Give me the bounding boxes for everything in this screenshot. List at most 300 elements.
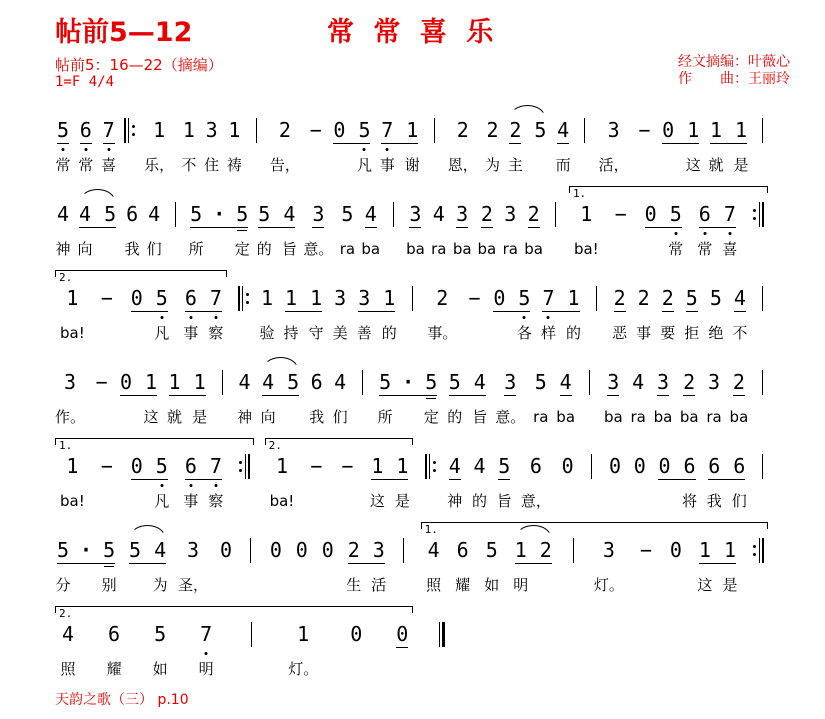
lyric-spacer: [99, 407, 104, 427]
note: 1 谢: [404, 118, 420, 174]
note: 1 ba!: [60, 286, 85, 342]
note: 4 ba: [556, 370, 576, 426]
lyric-syllable: 这: [143, 408, 159, 426]
beam-group: [118, 353, 159, 427]
lyric-syllable: 的: [256, 240, 272, 258]
note: 4 照: [426, 538, 442, 594]
note: 3 美: [332, 286, 348, 342]
lyric-spacer: [613, 491, 618, 511]
beam-group: [183, 269, 224, 343]
beam-group: [256, 185, 297, 259]
note: 4 神: [447, 454, 463, 510]
note: 6 我: [124, 202, 140, 258]
lyric-spacer: [406, 407, 411, 427]
barline: [397, 521, 411, 595]
lyric-spacer: [673, 575, 678, 595]
lyric-syllable: 别: [101, 576, 117, 594]
note: 6 事: [183, 454, 199, 510]
volta-label: 1.: [59, 439, 73, 452]
barline: [582, 353, 596, 427]
lyric-syllable: 拒: [684, 324, 700, 342]
volta-bracket: [265, 437, 416, 511]
lyric-spacer: [760, 407, 765, 427]
lyric-spacer: [543, 575, 548, 595]
dash-extender: −: [637, 521, 655, 595]
rest: 0: [607, 437, 623, 511]
underline-sixteenth: [237, 230, 247, 231]
underline-eighth: [528, 227, 540, 228]
note: 2 告，: [269, 118, 300, 174]
repeat-dots: [753, 209, 756, 220]
lyric-spacer: [642, 155, 647, 175]
note: 5 所: [188, 202, 204, 258]
lyric-spacer: [472, 323, 477, 343]
repeat-start-sign: [123, 101, 137, 175]
beam-group: [377, 353, 439, 427]
note: 4 为: [152, 538, 168, 594]
beam-line: [493, 311, 530, 312]
note: 1 祷: [226, 118, 242, 174]
note: 4 的: [472, 454, 488, 510]
lyric-syllable: 照: [426, 576, 442, 594]
beam-line: [333, 143, 370, 144]
note: 5 的: [256, 202, 272, 258]
slur-group: [77, 185, 118, 259]
barline: [756, 101, 770, 175]
low-octave-dot: [728, 232, 731, 235]
rest: 0: [218, 521, 234, 595]
beam-line: [258, 227, 295, 228]
note: 5 如: [152, 622, 168, 678]
beam-group: [540, 269, 581, 343]
beam-group: [660, 101, 701, 175]
volta-bracket: [55, 605, 415, 679]
dash-extender: −: [92, 353, 110, 427]
note: 2: [538, 521, 554, 595]
dash-extender: −: [98, 437, 116, 511]
lyric-spacer: [760, 155, 765, 175]
barline: [590, 269, 604, 343]
lyric-spacer: [337, 155, 342, 175]
note: 6 我: [706, 454, 722, 510]
augmentation-dot: ·: [402, 353, 414, 427]
rest: 0: [560, 437, 576, 511]
lyric-syllable: ba: [653, 408, 673, 426]
lyric-syllable: 告，: [269, 156, 300, 174]
note: 1 ba!: [573, 202, 599, 258]
lyric-syllable: 为: [485, 156, 501, 174]
underline-eighth: [365, 227, 377, 228]
lyric-spacer: [761, 323, 766, 343]
underline-eighth: [312, 227, 324, 228]
rest: 0: [660, 101, 676, 175]
lyric-syllable: ba: [679, 408, 699, 426]
lyric-spacer: [224, 575, 229, 595]
lyric-syllable: 生: [346, 576, 362, 594]
music-system: [55, 353, 770, 427]
lyric-syllable: 活，: [598, 156, 629, 174]
note: 6 常: [78, 118, 94, 174]
note: 3 ba: [653, 370, 673, 426]
underline-eighth: [80, 143, 92, 144]
lyric-syllable: 常: [55, 156, 71, 174]
lyric-spacer: [662, 491, 667, 511]
note: 4 向: [77, 202, 93, 258]
note: 3 意。: [495, 370, 526, 426]
note: 3 意。: [303, 202, 334, 258]
beam-line: [169, 395, 206, 396]
underline-eighth: [504, 395, 516, 396]
low-octave-dot: [214, 484, 217, 487]
note: 1 这: [369, 454, 385, 510]
repeat-start-sign: [237, 269, 251, 343]
beam-group: [55, 521, 117, 595]
lyric-syllable: 喜: [101, 156, 117, 174]
lyric-spacer: [432, 155, 437, 175]
lyric-syllable: ra: [706, 408, 722, 426]
underline-eighth: [662, 311, 674, 312]
lyric-syllable: 祷: [226, 156, 242, 174]
lyric-spacer: [401, 575, 406, 595]
lyric-syllable: 我: [124, 240, 140, 258]
note: 7 事: [379, 118, 395, 174]
note: 3 住: [204, 118, 220, 174]
lyric-syllable: 我: [706, 492, 722, 510]
note: 2 ba: [477, 202, 497, 258]
beam-line: [262, 395, 299, 396]
note: 5 凡: [356, 118, 372, 174]
underline-eighth: [481, 227, 493, 228]
lyric-syllable: 事: [183, 324, 199, 342]
low-octave-dot: [160, 316, 163, 319]
lyric-syllable: 耀: [106, 660, 122, 678]
repeat-dots: [239, 461, 242, 472]
lyric-spacer: [756, 575, 761, 595]
note: 4 不: [732, 286, 748, 342]
title-bar: [55, 8, 790, 54]
lyric-syllable: ba!: [60, 492, 85, 510]
beam-line: [131, 479, 168, 480]
rest: 0: [656, 437, 672, 511]
barline: [168, 185, 182, 259]
lyric-syllable: 向: [77, 240, 93, 258]
note: 4 ba: [361, 202, 381, 258]
lyric-syllable: 察: [208, 324, 224, 342]
beam-line: [708, 479, 745, 480]
lyric-spacer: [571, 575, 576, 595]
lyric-syllable: 所: [377, 408, 393, 426]
volta-label: 1.: [424, 523, 438, 536]
beam-line: [285, 311, 322, 312]
note: 5: [532, 101, 548, 175]
note: 7 喜: [722, 202, 738, 258]
lyric-syllable: ra: [533, 408, 549, 426]
lyric-spacer: [565, 491, 570, 511]
lyric-syllable: 所: [188, 240, 204, 258]
lyric-syllable: 而: [555, 156, 571, 174]
lyric-syllable: 喜: [722, 240, 738, 258]
lyric-spacer: [108, 239, 113, 259]
slur-group: [513, 521, 554, 595]
lyric-syllable: 神: [237, 408, 253, 426]
lyric-spacer: [643, 575, 648, 595]
lyric-syllable: 各: [516, 324, 532, 342]
note: 1 是: [733, 118, 749, 174]
lyric-syllable: 我: [309, 408, 325, 426]
beam-group: [656, 437, 697, 511]
lyric-spacer: [325, 575, 330, 595]
rest: 0: [129, 437, 145, 511]
lyric-spacer: [345, 491, 350, 511]
underline-eighth: [686, 311, 698, 312]
augmentation-dot: ·: [213, 185, 225, 259]
lyric-syllable: 意。: [303, 240, 334, 258]
note: 4 旨: [472, 370, 488, 426]
lyric-spacer: [134, 491, 139, 511]
low-octave-dot: [386, 148, 389, 151]
lyric-syllable: 旨: [496, 492, 512, 510]
note: 3 圣，: [178, 538, 209, 594]
note: 3 ra: [502, 202, 518, 258]
barline: [756, 437, 770, 511]
lyric-syllable: 是: [733, 156, 749, 174]
lyric-syllable: 明: [513, 576, 529, 594]
beam-line: [710, 143, 747, 144]
lyric-syllable: 验: [259, 324, 275, 342]
lyric-spacer: [429, 491, 434, 511]
low-octave-dot: [160, 484, 163, 487]
low-octave-dot: [363, 148, 366, 151]
lyric-syllable: 将: [682, 492, 698, 510]
note: 2 ba: [679, 370, 699, 426]
beam-line: [185, 479, 222, 480]
low-octave-dot: [523, 316, 526, 319]
note: 6 我: [309, 370, 325, 426]
lyric-syllable: 是: [394, 492, 410, 510]
lyric-spacer: [249, 575, 254, 595]
barline: [386, 185, 400, 259]
underline-eighth: [614, 311, 626, 312]
low-octave-dot: [62, 148, 65, 151]
note: 3 灯。: [593, 538, 624, 594]
repeat-dots: [246, 293, 249, 304]
lyric-syllable: 不: [732, 324, 748, 342]
beam-group: [129, 437, 170, 511]
lyric-syllable: 旨: [472, 408, 488, 426]
beam-group: [706, 437, 747, 511]
lyric-syllable: ba: [477, 240, 497, 258]
barline: [215, 353, 229, 427]
beam-group: [379, 101, 420, 175]
lyric-syllable: 要: [660, 324, 676, 342]
rest: 0: [294, 521, 310, 595]
lyric-spacer: [217, 239, 222, 259]
repeat-end-sign: [751, 185, 765, 259]
music-system: [55, 605, 770, 679]
note: 4 ra: [630, 370, 646, 426]
dash-extender: −: [612, 185, 630, 259]
underline-eighth: [509, 143, 521, 144]
note: 4 照: [60, 622, 76, 678]
note: 5 旨: [496, 454, 512, 510]
low-octave-dot: [84, 148, 87, 151]
note: 4 们: [332, 370, 348, 426]
beam-group: [708, 101, 749, 175]
underline-sixteenth: [426, 398, 436, 399]
note: 2 事。: [427, 286, 458, 342]
lyric-syllable: 们: [731, 492, 747, 510]
lyric-syllable: 谢: [404, 156, 420, 174]
repeat-start-sign: [424, 437, 438, 511]
note: 1 就: [167, 370, 183, 426]
beam-group: [283, 269, 324, 343]
note: 4 ra: [431, 202, 447, 258]
beam-line: [645, 227, 682, 228]
note: 3 ba: [406, 202, 425, 258]
note: 3 活: [371, 538, 387, 594]
lyric-syllable: 旨: [281, 240, 297, 258]
lyric-syllable: 明: [198, 660, 214, 678]
barline: [249, 101, 263, 175]
beam-line: [79, 227, 116, 228]
note: 4 神: [55, 202, 71, 258]
beam-group: [167, 353, 208, 427]
note: 6 常: [697, 202, 713, 258]
note: 3 ba: [603, 370, 623, 426]
lyric-spacer: [538, 155, 543, 175]
lyric-syllable: 如: [152, 660, 168, 678]
lyric-syllable: 绝: [708, 324, 724, 342]
lyric-syllable: 照: [60, 660, 76, 678]
beam-line: [449, 395, 486, 396]
lyric-syllable: 为: [152, 576, 168, 594]
note: 3 活，: [598, 118, 629, 174]
beam-line: [658, 479, 695, 480]
repeat-dots: [433, 461, 436, 472]
beam-group: [447, 353, 488, 427]
lyric-syllable: 常: [697, 240, 713, 258]
lyric-spacer: [249, 659, 254, 679]
low-octave-dot: [107, 148, 110, 151]
lyric-spacer: [104, 323, 109, 343]
lyric-syllable: 凡: [356, 156, 372, 174]
lyric-syllable: 神: [55, 240, 71, 258]
lyric-syllable: 作。: [55, 408, 86, 426]
note: 5 ra: [533, 370, 549, 426]
lyric-syllable: ba: [452, 240, 472, 258]
barline: [756, 353, 770, 427]
lyric-spacer: [254, 155, 259, 175]
lyric-syllable: 凡: [154, 324, 170, 342]
score: [55, 101, 790, 679]
lyric-syllable: 乐，: [144, 156, 175, 174]
volta-bracket: [55, 437, 256, 511]
lyric-syllable: ba!: [573, 240, 599, 258]
lyric-syllable: 善: [356, 324, 372, 342]
lyric-syllable: 是: [192, 408, 208, 426]
lyric-syllable: 向: [260, 408, 276, 426]
dash-extender: −: [98, 269, 116, 343]
song-title: 常 常 喜 乐: [327, 17, 499, 48]
lyric-spacer: [637, 491, 642, 511]
lyric-syllable: 恶: [612, 324, 628, 342]
lyric-syllable: ra: [502, 240, 518, 258]
rest: 0: [129, 269, 145, 343]
beam-group: [697, 521, 738, 595]
lyric-spacer: [400, 659, 405, 679]
lyric-syllable: 美: [332, 324, 348, 342]
lyric-syllable: ba: [556, 408, 576, 426]
lyric-syllable: 主: [507, 156, 523, 174]
beam-line: [348, 563, 385, 564]
beam-line: [131, 311, 168, 312]
note: 6 事: [183, 286, 199, 342]
note: 5 凡: [154, 454, 170, 510]
lyric-syllable: ra: [630, 408, 646, 426]
note: 7 样: [540, 286, 556, 342]
note: 5: [102, 185, 118, 259]
beam-group: [331, 101, 372, 175]
lyric-spacer: [391, 239, 396, 259]
note: 2 恶: [612, 286, 628, 342]
lyric-spacer: [440, 659, 445, 679]
lyric-syllable: 不: [181, 156, 197, 174]
lyric-syllable: ba!: [60, 324, 85, 342]
lyric-syllable: ba: [524, 240, 543, 258]
barline: [756, 269, 770, 343]
scripture-reference: 帖前5：16—22（摘编）: [55, 56, 223, 74]
note: 2 为: [485, 118, 501, 174]
lyric-syllable: ba: [361, 240, 381, 258]
dash-extender: −: [338, 437, 356, 511]
lyric-spacer: [589, 491, 594, 511]
note: 3 善: [356, 286, 372, 342]
beam-group: [643, 185, 684, 259]
lyric-syllable: 守: [308, 324, 324, 342]
beam-line: [662, 143, 699, 144]
volta-label: 2.: [59, 607, 73, 620]
note: 5 绝: [708, 286, 724, 342]
note: 5 定: [423, 370, 439, 426]
beam-line: [57, 563, 115, 564]
lyric-spacer: [761, 491, 766, 511]
credits: [678, 54, 790, 88]
lyric-spacer: [587, 407, 592, 427]
lyric-syllable: 活: [371, 576, 387, 594]
underline-sixteenth: [104, 566, 114, 567]
lyric-spacer: [755, 239, 760, 259]
barline: [578, 101, 592, 175]
rest: 0: [643, 185, 659, 259]
lyric-spacer: [220, 407, 225, 427]
note: 1 是: [722, 538, 738, 594]
underline-eighth: [396, 647, 408, 648]
underline-eighth: [557, 143, 569, 144]
beam-group: [356, 269, 397, 343]
lyric-syllable: 意，: [520, 492, 551, 510]
rest: 0: [320, 521, 336, 595]
note: 5 常: [668, 202, 684, 258]
underline-eighth: [409, 227, 421, 228]
beam-line: [190, 227, 248, 228]
music-system: [55, 437, 770, 511]
note: 5: [127, 521, 143, 595]
note: 2 ba: [524, 202, 543, 258]
barline: [244, 605, 258, 679]
note: 3 作。: [55, 370, 86, 426]
lyric-syllable: 灯。: [593, 576, 624, 594]
beam-group: [188, 185, 250, 259]
